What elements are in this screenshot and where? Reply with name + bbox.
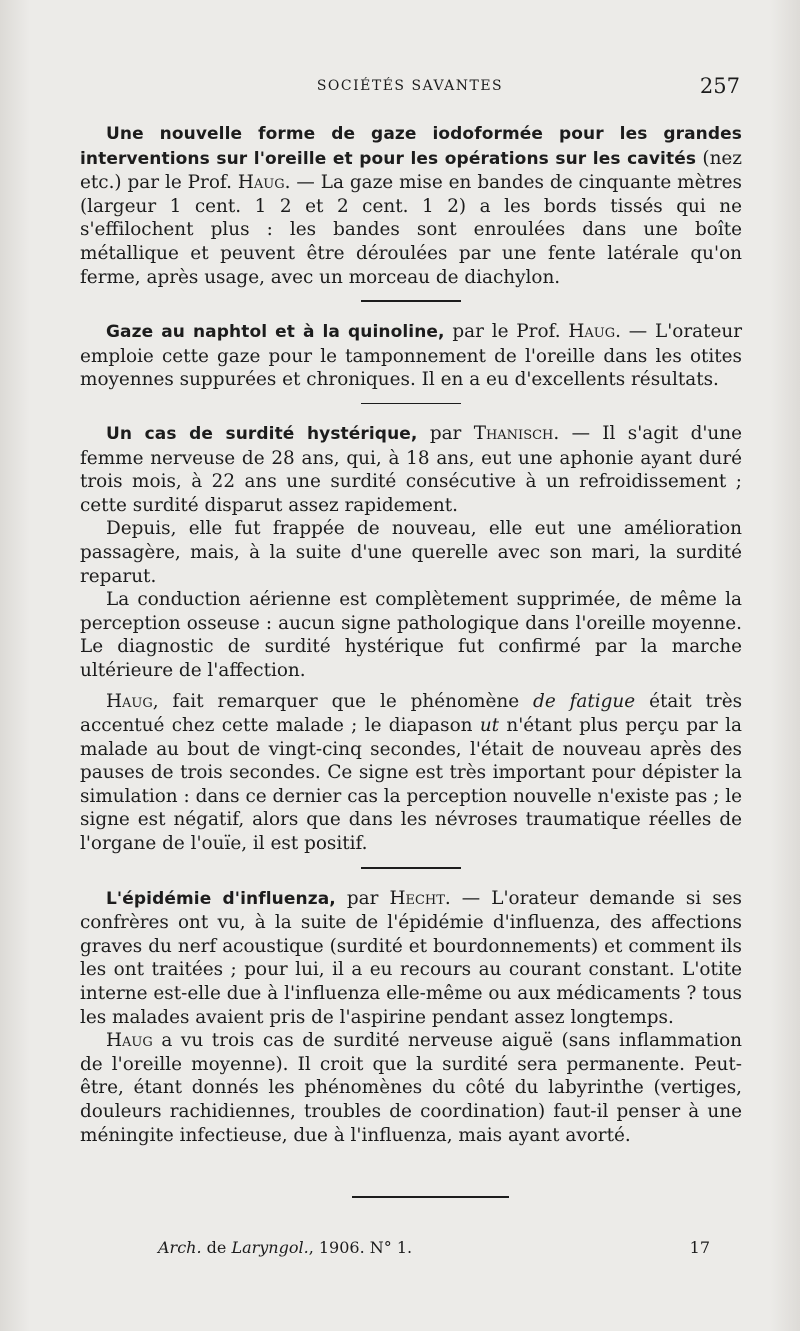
section-divider [361, 403, 461, 404]
article-title: Un cas de surdité hystérique, [106, 423, 418, 444]
section-divider [361, 300, 461, 302]
author-name: Haug [106, 691, 153, 713]
running-title: SOCIÉTÉS SAVANTES [316, 78, 504, 94]
page-number: 257 [699, 74, 740, 98]
article-paragraph: Un cas de surdité hystérique, par Thanisch. — Il s'agit d'une femme nerveuse de 28 ans, qui, à 18 ans, eut une aphonie ayant duré trois mois, à 22 ans une surdité consécutive à un refroidissement ; cette surdité disparut assez rapidement. [80, 422, 742, 516]
article-title: L'épidémie d'influenza, [106, 888, 336, 909]
article-paragraph: Gaze au naphtol et à la quinoline, par le Prof. Haug. — L'orateur emploie cette gaze pour le tamponnement de l'oreille dans les otites moyennes suppurées et chroniques. Il en a eu d'excellents résultats. [80, 321, 742, 391]
article-paragraph: Haug a vu trois cas de surdité nerveuse aiguë (sans inflammation de l'oreille moyenne). Il croit que la surdité sera permanente. Peut-être, étant donnés les phénomènes du côté du labyrinthe (vertiges, douleurs rachidiennes, troubles de coordination) faut-il penser à une méningite infectieuse, due à l'influenza, mais ayant avorté. [80, 1030, 742, 1146]
end-divider [352, 1196, 509, 1198]
page-body [80, 122, 742, 1147]
author-name: Hecht [389, 887, 445, 909]
author-name: Haug [568, 321, 616, 343]
article-paragraph: L'épidémie d'influenza, par Hecht. — L'orateur demande si ses confrères ont vu, à la suite de l'épidémie d'influenza, des affections graves du nerf acoustique (surdité et bourdonnements) et comment ils les ont traitées ; pour lui, il a eu recours au courant constant. L'otite interne est-elle due à l'influenza elle-même ou aux médicaments ? tous les malades avaient pris de l'aspirine pendant assez longtemps. [80, 887, 742, 1028]
author-name: Haug [237, 172, 285, 194]
article-iodoform-gauze [80, 122, 742, 289]
author-name: Haug [106, 1030, 153, 1052]
article-paragraph: La conduction aérienne est complètement supprimée, de même la perception osseuse : aucun signe pathologique dans l'oreille moyenne. Le diagnostic de surdité hystérique fut confirmé par la marche ultérieure de l'affection. [80, 589, 742, 681]
article-paragraph: Haug, fait remarquer que le phénomène de fatigue était très accentué chez cette malade ; le diapason ut n'étant plus perçu par la malade au bout de vingt-cinq secondes, l'était de nouveau après des pauses de trois secondes. Ce signe est très important pour dépister la simulation : dans ce dernier cas la perception nouvelle n'existe pas ; le signe est négatif, alors que dans les névroses traumatique réelles de l'organe de l'ouïe, il est positif. [80, 691, 743, 855]
article-hysterical-deafness [80, 422, 742, 856]
section-divider [361, 867, 461, 869]
article-paragraph: Une nouvelle forme de gaze iodoformée pour les grandes interventions sur l'oreille et pour les opérations sur les cavités (nez etc.) par le Prof. Haug. — La gaze mise en bandes de cinquante mètres (largeur 1 cent. 1 2 et 2 cent. 1 2) a les bords tissés qui ne s'effilochent plus : les bandes sont enroulées dans une boîte métallique et peuvent être déroulées par une fente latérale qu'on ferme, après usage, avec un morceau de diachylon. [80, 124, 742, 288]
page-footer [158, 1238, 710, 1268]
page-header [80, 74, 740, 104]
article-influenza-epidemic [80, 887, 742, 1148]
author-name: Thanisch [473, 422, 554, 444]
article-naphthol-gauze [80, 320, 742, 392]
signature-mark: 17 [689, 1238, 710, 1257]
article-title: Une nouvelle forme de gaze iodoformée pour les grandes interventions sur l'oreille et pour les opérations sur les cavités [80, 124, 742, 169]
article-paragraph: Depuis, elle fut frappée de nouveau, elle eut une amélioration passagère, mais, à la suite d'une querelle avec son mari, la surdité reparut. [80, 518, 742, 587]
article-title: Gaze au naphtol et à la quinoline, [106, 322, 445, 343]
journal-citation: Arch. de Laryngol., 1906. N° 1. [158, 1238, 413, 1257]
